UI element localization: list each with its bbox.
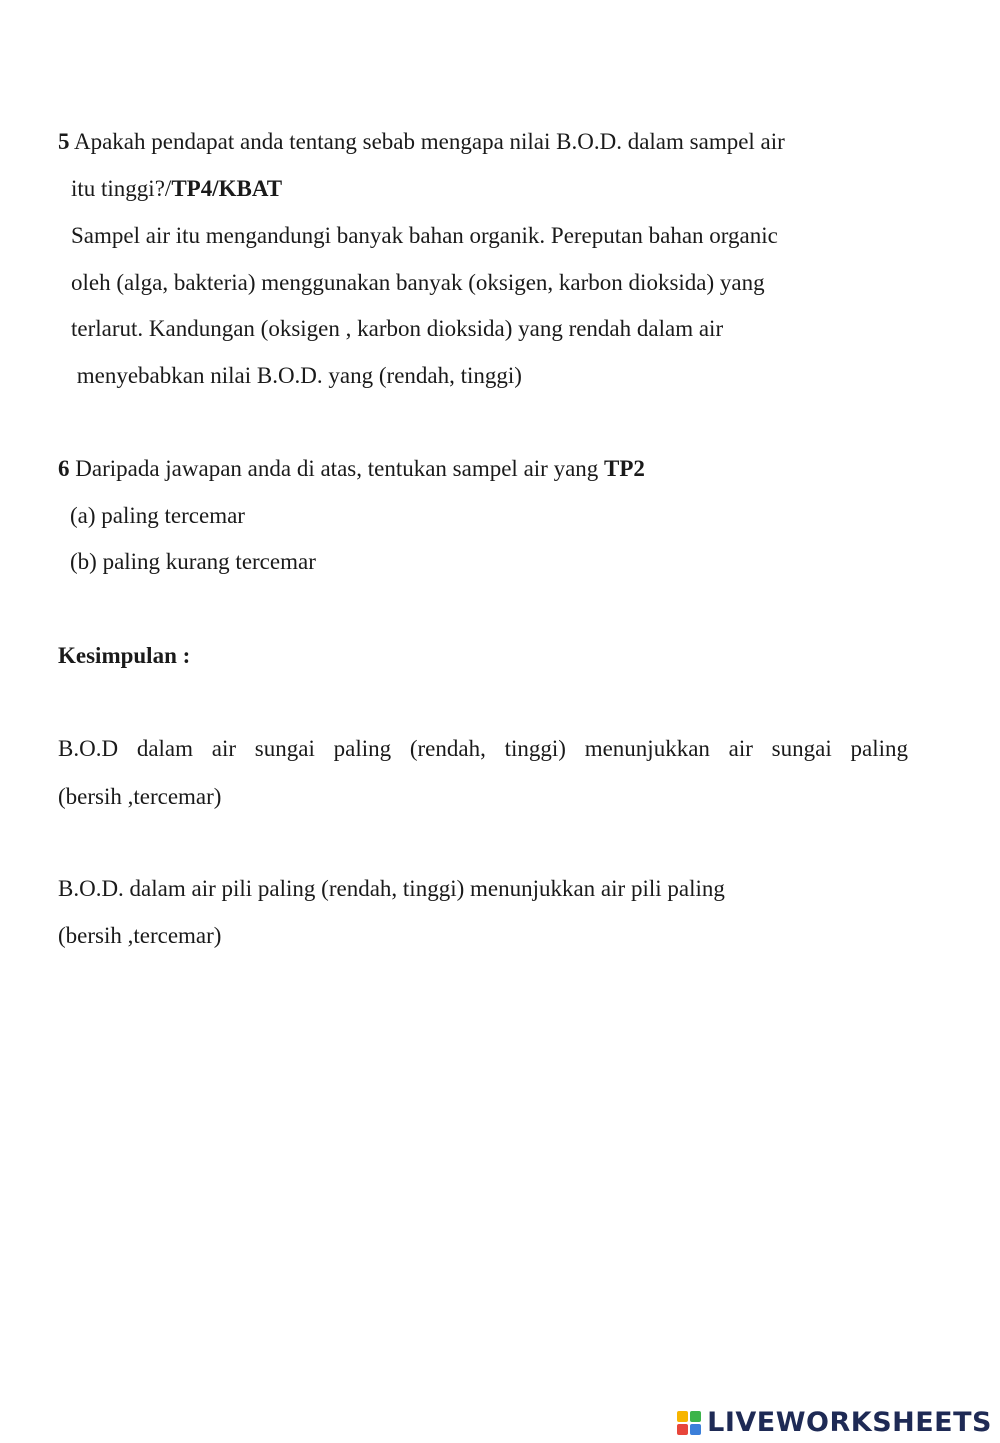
q5-answer-line-2: oleh (alga, bakteria) menggunakan banyak (oksigen, karbon dioksida) yang: [71, 270, 765, 295]
q5-answer-line-1: Sampel air itu mengandungi banyak bahan organik. Pereputan bahan organic: [71, 223, 778, 248]
liveworksheets-logo-text: LIVEWORKSHEETS: [707, 1407, 992, 1438]
q6-number: 6: [58, 456, 70, 481]
q6-item-b: (b) paling kurang tercemar: [70, 549, 316, 574]
q5-line-2: [71, 175, 282, 203]
q5-level-tag: TP4/KBAT: [171, 176, 283, 201]
logo-block-blue: [690, 1424, 701, 1435]
liveworksheets-logo: [677, 1407, 992, 1438]
q6-line-1: [58, 455, 645, 483]
q5-answer-line-4: menyebabkan nilai B.O.D. yang (rendah, tinggi): [71, 363, 522, 388]
q6-question-text: Daripada jawapan anda di atas, tentukan sampel air yang: [69, 456, 605, 481]
logo-block-green: [690, 1411, 701, 1422]
logo-block-red: [677, 1424, 688, 1435]
q5-question-text: Apakah pendapat anda tentang sebab mengapa nilai B.O.D. dalam sampel air: [69, 129, 785, 154]
conclusion-p1-line-1: B.O.D dalam air sungai paling (rendah, tinggi) menunjukkan air sungai paling: [58, 736, 908, 761]
conclusion-p2-line-1: B.O.D. dalam air pili paling (rendah, tinggi) menunjukkan air pili paling: [58, 876, 725, 901]
q5-line-1: [58, 128, 785, 156]
conclusion-heading: Kesimpulan :: [58, 643, 191, 668]
conclusion-p1-line-2: (bersih ,tercemar): [58, 784, 222, 809]
q6-level-tag: TP2: [604, 456, 645, 481]
q5-question-text-cont: itu tinggi?/: [71, 176, 172, 201]
conclusion-p2-line-2: (bersih ,tercemar): [58, 923, 222, 948]
logo-block-yellow: [677, 1411, 688, 1422]
liveworksheets-logo-icon: [677, 1411, 701, 1435]
q5-number: 5: [58, 129, 70, 154]
q5-answer-line-3: terlarut. Kandungan (oksigen , karbon dioksida) yang rendah dalam air: [71, 316, 724, 341]
q6-item-a: (a) paling tercemar: [70, 503, 245, 528]
